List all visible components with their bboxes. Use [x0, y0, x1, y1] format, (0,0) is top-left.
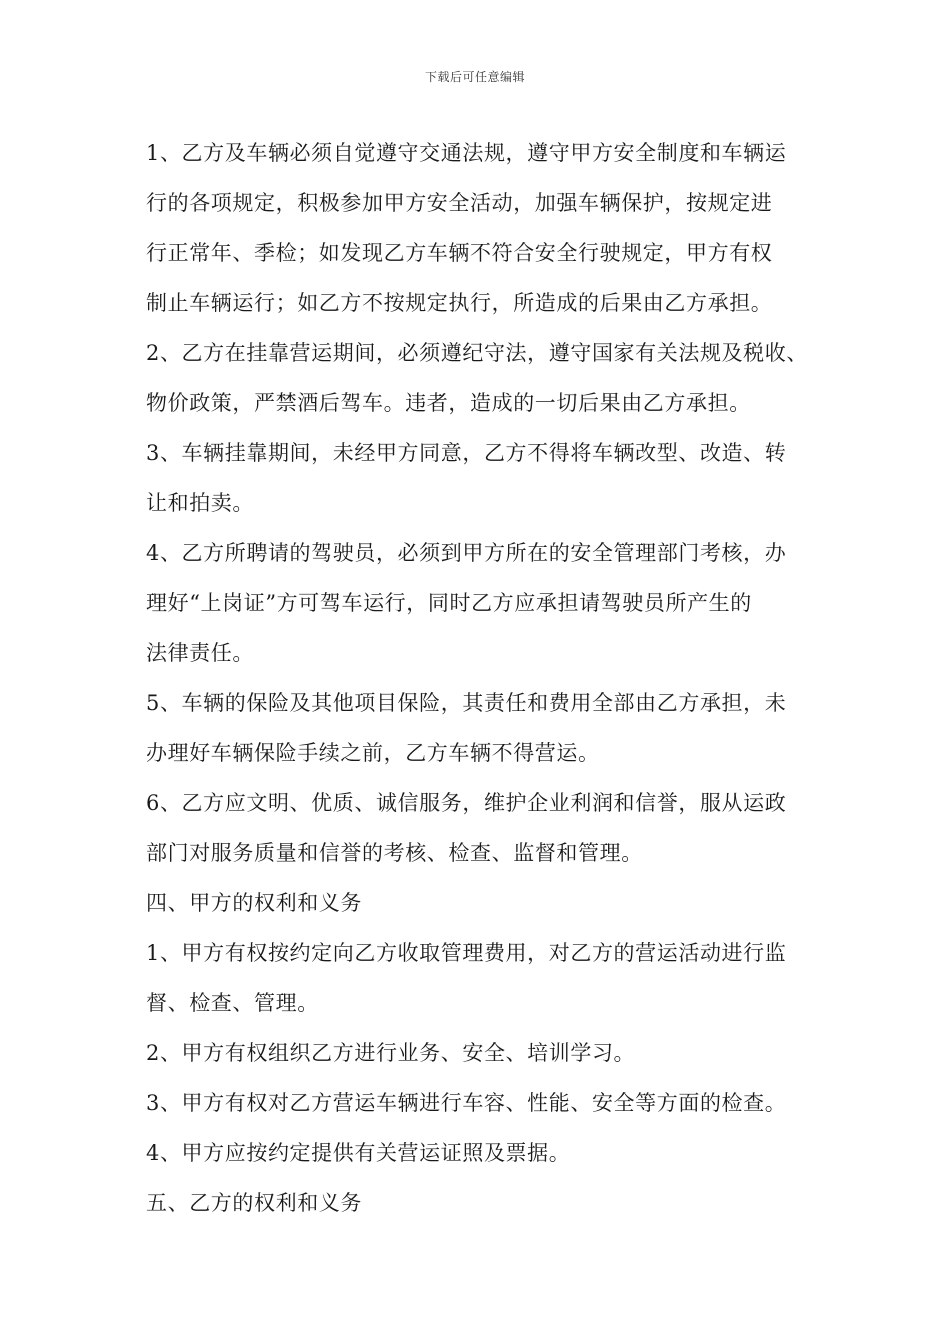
section-heading: 五、乙方的权利和义务 [146, 1191, 362, 1215]
text-line: 2、乙方在挂靠营运期间，必须遵纪守法，遵守国家有关法规及税收、 [146, 341, 808, 365]
text-line: 行正常年、季检；如发现乙方车辆不符合安全行驶规定，甲方有权 [146, 241, 773, 265]
text-line: 行的各项规定，积极参加甲方安全活动，加强车辆保护，按规定进 [146, 191, 773, 215]
document-body [146, 128, 826, 1228]
text-line: 理好“上岗证”方可驾车运行，同时乙方应承担请驾驶员所产生的 [146, 591, 752, 615]
text-line: 5、车辆的保险及其他项目保险，其责任和费用全部由乙方承担，未 [146, 691, 787, 715]
text-line: 3、甲方有权对乙方营运车辆进行车容、性能、安全等方面的检查。 [146, 1091, 787, 1115]
text-line: 法律责任。 [146, 641, 254, 665]
text-line: 部门对服务质量和信誉的考核、检查、监督和管理。 [146, 841, 643, 865]
text-line: 物价政策，严禁酒后驾车。违者，造成的一切后果由乙方承担。 [146, 391, 751, 415]
text-line: 6、乙方应文明、优质、诚信服务，维护企业利润和信誉，服从运政 [146, 791, 787, 815]
text-line: 办理好车辆保险手续之前，乙方车辆不得营运。 [146, 741, 600, 765]
text-line: 督、检查、管理。 [146, 991, 319, 1015]
page-header: 下载后可任意编辑 [424, 70, 525, 84]
section-heading: 四、甲方的权利和义务 [146, 891, 362, 915]
text-line: 1、乙方及车辆必须自觉遵守交通法规，遵守甲方安全制度和车辆运 [146, 141, 787, 165]
text-line: 让和拍卖。 [146, 491, 254, 515]
text-line: 2、甲方有权组织乙方进行业务、安全、培训学习。 [146, 1041, 636, 1065]
text-line: 3、车辆挂靠期间，未经甲方同意，乙方不得将车辆改型、改造、转 [146, 441, 787, 465]
text-line: 4、乙方所聘请的驾驶员，必须到甲方所在的安全管理部门考核，办 [146, 541, 787, 565]
text-line: 制止车辆运行；如乙方不按规定执行，所造成的后果由乙方承担。 [146, 291, 773, 315]
text-line: 4、甲方应按约定提供有关营运证照及票据。 [146, 1141, 571, 1165]
text-line: 1、甲方有权按约定向乙方收取管理费用，对乙方的营运活动进行监 [146, 941, 787, 965]
